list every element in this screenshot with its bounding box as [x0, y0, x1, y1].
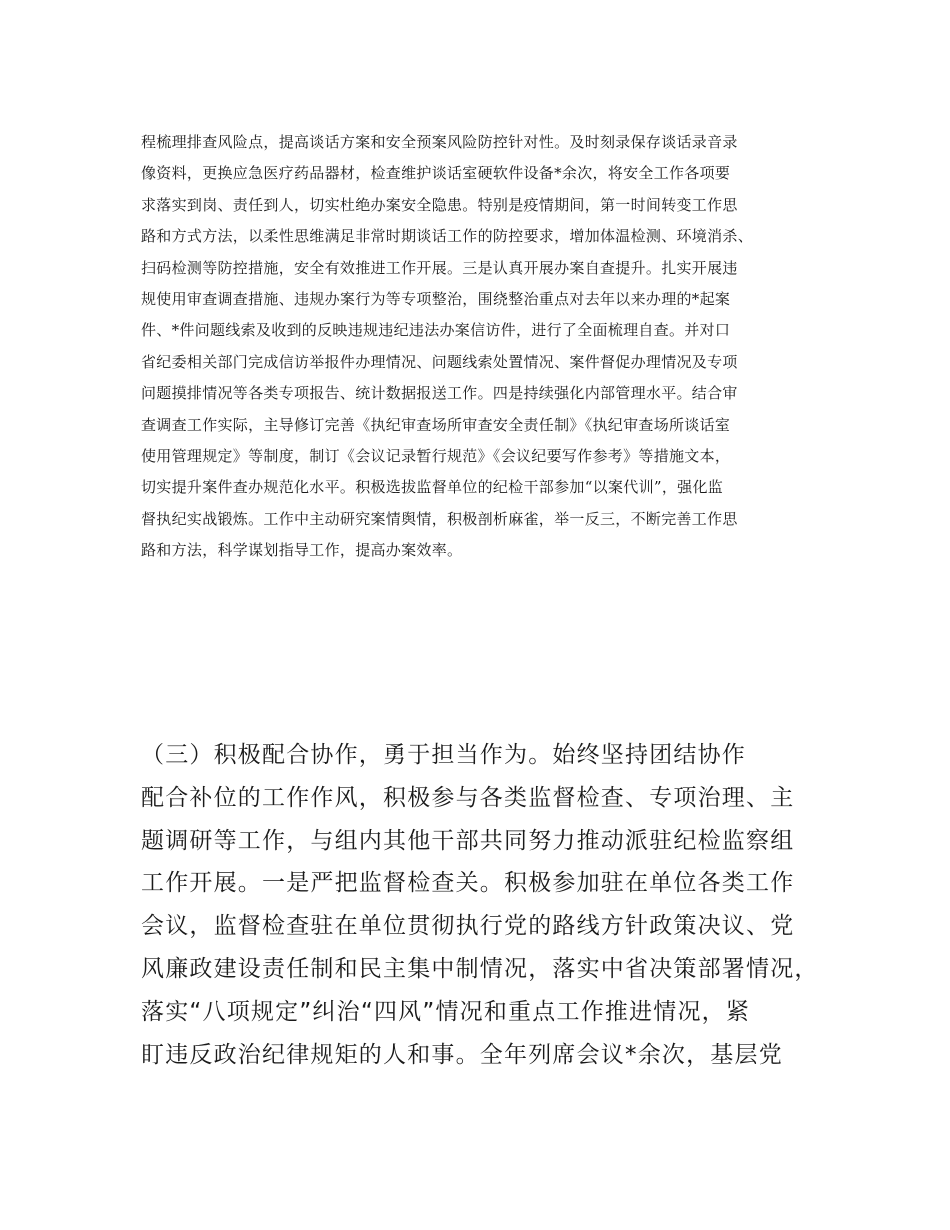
text-line: 会议，监督检查驻在单位贯彻执行党的路线方针政策决议、党 — [141, 913, 795, 940]
text-line: 盯违反政治纪律规矩的人和事。全年列席会议*余次，基层党 — [141, 1041, 783, 1068]
text-line: 配合补位的工作作风，积极参与各类监督检查、专项治理、主 — [141, 784, 795, 811]
text-line: 省纪委相关部门完成信访举报件办理情况、问题线索处置情况、案件督促办理情况及专项 — [141, 352, 738, 371]
text-line: 规使用审查调查措施、违规办案行为等专项整治，围绕整治重点对去年以来办理的*起案 — [141, 289, 731, 308]
body-paragraph-large — [141, 734, 831, 1076]
text-line: 落实“八项规定”纠治“四风”情况和重点工作推进情况，紧 — [141, 998, 751, 1025]
text-line: 切实提升案件查办规范化水平。积极选拔监督单位的纪检干部参加“以案代训”，强化监 — [141, 478, 724, 497]
text-line: 问题摸排情况等各类专项报告、统计数据报送工作。四是持续强化内部管理水平。结合审 — [141, 384, 738, 403]
text-line: 路和方式方法，以柔性思维满足非常时期谈话工作的防控要求，增加体温检测、环境消杀、 — [141, 227, 754, 246]
text-line: 扫码检测等防控措施，安全有效推进工作开展。三是认真开展办案自查提升。扎实开展违 — [141, 258, 738, 277]
text-line: 路和方法，科学谋划指导工作，提高办案效率。 — [141, 541, 463, 560]
text-line: 像资料，更换应急医疗药品器材，检查维护谈话室硬软件设备*余次，将安全工作各项要 — [141, 164, 731, 183]
text-line: 查调查工作实际，主导修订完善《执纪审查场所审查安全责任制》《执纪审查场所谈话室 — [141, 415, 731, 434]
text-line: 题调研等工作，与组内其他干部共同努力推动派驻纪检监察组 — [141, 827, 795, 854]
text-line: 工作开展。一是严把监督检查关。积极参加驻在单位各类工作 — [141, 870, 795, 897]
text-line: 程梳理排查风险点，提高谈话方案和安全预案风险防控针对性。及时刻录保存谈话录音录 — [141, 133, 738, 151]
body-paragraph-small — [141, 127, 821, 566]
text-line: （三）积极配合协作，勇于担当作为。始终坚持团结协作 — [141, 742, 746, 768]
text-line: 求落实到岗、责任到人，切实杜绝办案安全隐患。特别是疫情期间，第一时间转变工作思 — [141, 195, 738, 214]
text-line: 风廉政建设责任制和民主集中制情况，落实中省决策部署情况， — [141, 955, 819, 982]
text-line: 使用管理规定》等制度，制订《会议记录暂行规范》《会议纪要写作参考》等措施文本， — [141, 446, 731, 465]
text-line: 督执纪实战锻炼。工作中主动研究案情舆情，积极剖析麻雀，举一反三，不断完善工作思 — [141, 509, 738, 528]
text-line: 件、*件问题线索及收到的反映违规违纪违法办案信访件，进行了全面梳理自查。并对口 — [141, 321, 731, 340]
